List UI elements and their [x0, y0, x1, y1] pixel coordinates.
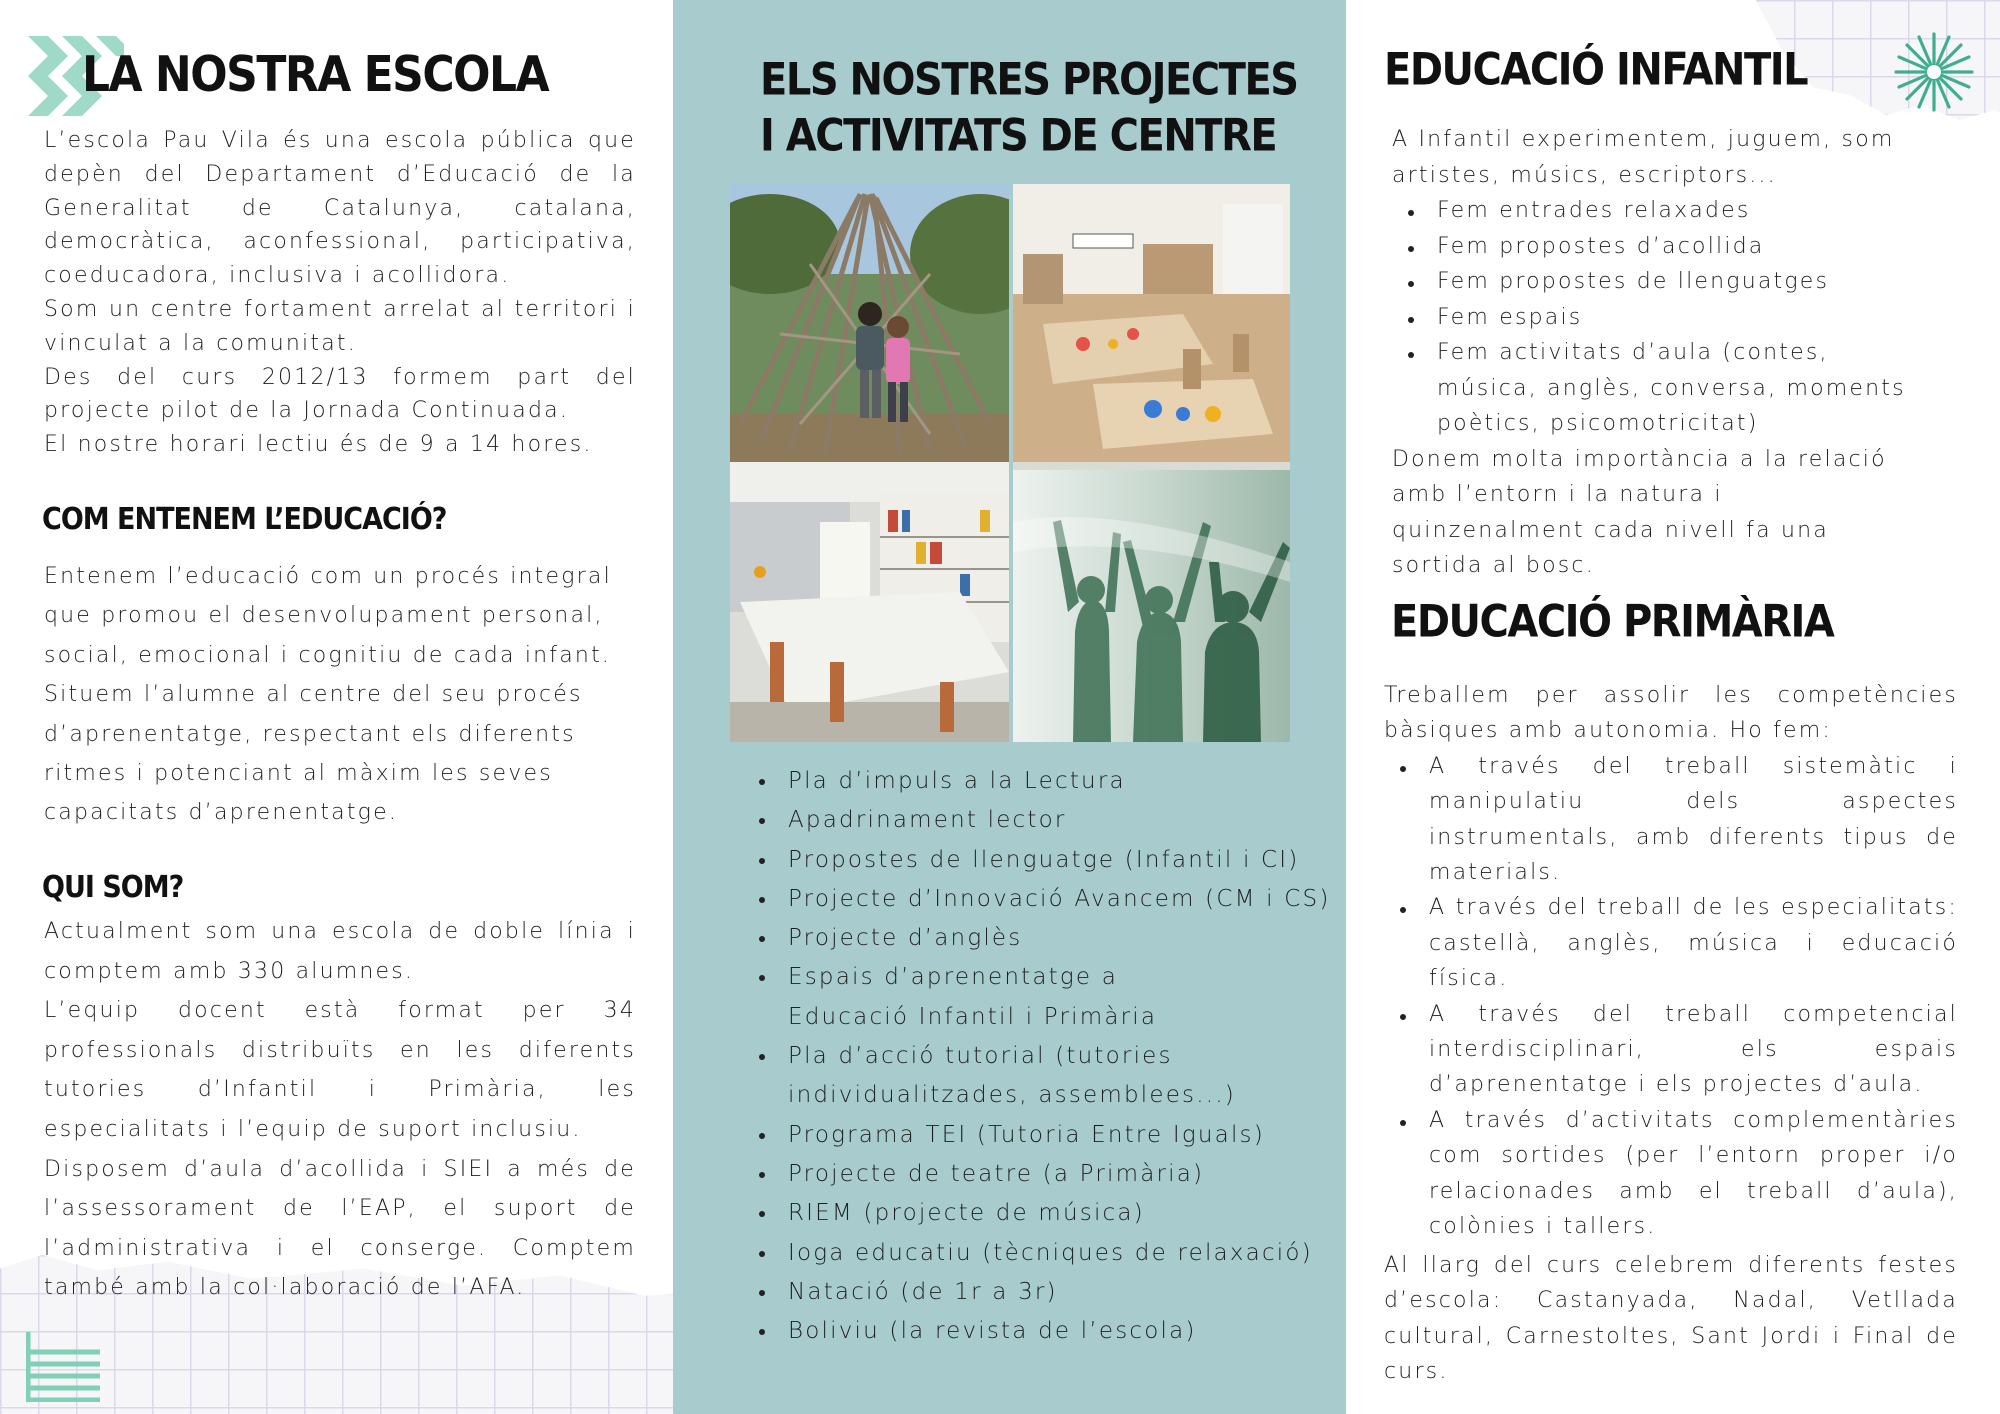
photo-shadow-theatre	[1013, 462, 1290, 742]
infantil-closing: Donem molta importància a la relació amb l’entorn i la natura i quinzenalment cada nivell fa una sortida al bosc.	[1392, 446, 1887, 578]
infantil-heading: EDUCACIÓ INFANTIL	[1384, 44, 1808, 96]
photo-infant-classroom	[1013, 184, 1290, 462]
list-item: Pla d’acció tutorial (tutories individualitzades, assemblees...)	[743, 1037, 1248, 1116]
page-title: LA NOSTRA ESCOLA	[82, 46, 549, 104]
list-item: Propostes de llenguatge (Infantil i CI)	[743, 841, 1343, 880]
festes-paragraph: Al llarg del curs celebrem diferents festes d’escola: Castanyada, Nadal, Vetllada cultural, Carnestoltes, Sant Jordi i Final de curs.	[1384, 1253, 1958, 1385]
panel-la-nostra-escola	[0, 0, 673, 1414]
photo-forest-hut	[730, 184, 1009, 462]
who-paragraph: L’equip docent està format per 34 professionals distribuïts en les diferents tutories d’Infantil i Primària, les especialitats i l’equip de suport inclusiu.	[44, 998, 636, 1142]
intro-paragraph: Des del curs 2012/13 formem part del projecte pilot de la Jornada Continuada.	[44, 364, 636, 424]
infantil-section	[1392, 122, 1912, 584]
panel-educacio	[1346, 0, 2000, 1414]
projects-list	[743, 762, 1343, 1351]
list-item: Natació (de 1r a 3r)	[743, 1273, 1343, 1312]
intro-text	[44, 124, 636, 462]
intro-paragraph: L’escola Pau Vila és una escola pública que depèn del Departament d’Educació de la Generalitat de Catalunya, catalana, democràtica, aconfessional, participativa, coeducadora, inclusiva i acollidora.	[44, 128, 636, 289]
photo-library	[730, 462, 1009, 742]
festes-text	[1384, 1248, 1958, 1390]
intro-paragraph: Som un centre fortament arrelat al territori i vinculat a la comunitat.	[44, 296, 636, 356]
list-item: Fem activitats d’aula (contes, música, anglès, conversa, moments poètics, psicomotricitat)	[1392, 335, 1912, 442]
list-item: Programa TEI (Tutoria Entre Iguals)	[743, 1116, 1343, 1155]
infantil-intro: A Infantil experimentem, juguem, som artistes, músics, escriptors...	[1392, 127, 1895, 188]
list-item: Apadrinament lector	[743, 801, 1343, 840]
list-item: Fem espais	[1392, 300, 1912, 336]
primaria-list	[1384, 749, 1958, 1245]
list-item: A través del treball sistemàtic i manipulatiu dels aspectes instrumentals, amb diferents tipus de materials.	[1384, 749, 1958, 891]
list-item: Boliviu (la revista de l’escola)	[743, 1312, 1343, 1351]
list-item: Ioga educatiu (tècniques de relaxació)	[743, 1234, 1343, 1273]
list-item: A través d’activitats complementàries com sortides (per l’entorn proper i/o relacionades amb el treball d’aula), colònies i tallers.	[1384, 1103, 1958, 1245]
list-item: Fem entrades relaxades	[1392, 193, 1912, 229]
education-text	[44, 557, 636, 833]
projects-title-line: I ACTIVITATS DE CENTRE	[760, 110, 1277, 162]
panel-projectes	[673, 0, 1346, 1414]
list-item: Espais d’aprenentatge a Educació Infantil i Primària	[743, 958, 1248, 1037]
list-item: Projecte d’Innovació Avancem (CM i CS)	[743, 880, 1343, 919]
list-item: Pla d’impuls a la Lectura	[743, 762, 1343, 801]
list-item: Fem propostes de llenguatges	[1392, 264, 1912, 300]
intro-paragraph: El nostre horari lectiu és de 9 a 14 hores.	[44, 432, 593, 458]
list-item: A través del treball competencial interdisciplinari, els espais d’aprenentatge i els projectes d’aula.	[1384, 997, 1958, 1103]
who-paragraph: Disposem d’aula d’acollida i SIEI a més de l’assessorament de l’EAP, el suport de l’administrativa i el conserge. Comptem també amb la col·laboració de l’AFA.	[44, 1156, 636, 1301]
who-text	[44, 912, 636, 1308]
primaria-heading: EDUCACIÓ PRIMÀRIA	[1391, 596, 1834, 648]
list-item: RIEM (projecte de música)	[743, 1194, 1343, 1233]
list-item: Fem propostes d’acollida	[1392, 229, 1912, 265]
primaria-intro: Treballem per assolir les competències bàsiques amb autonomia. Ho fem:	[1384, 683, 1958, 744]
starburst-icon	[1894, 32, 1974, 112]
who-heading: QUI SOM?	[42, 870, 184, 905]
stripes-icon	[26, 1330, 102, 1402]
primaria-section	[1384, 678, 1958, 1245]
projects-title	[760, 52, 1298, 164]
list-item: A través del treball de les especialitats: castellà, anglès, música i educació física.	[1384, 890, 1958, 996]
projects-title-line: ELS NOSTRES PROJECTES	[760, 54, 1298, 106]
education-paragraph: Entenem l’educació com un procés integral que promou el desenvolupament personal, social, emocional i cognitiu de cada infant. Situem l’alumne al centre del seu procés d’aprenentatge, respectant els diferents ritmes i potenciant al màxim les seves capacitats d’aprenentatge.	[44, 564, 612, 826]
list-item: Projecte d’anglès	[743, 919, 1343, 958]
who-paragraph: Actualment som una escola de doble línia i comptem amb 330 alumnes.	[44, 919, 636, 984]
list-item: Projecte de teatre (a Primària)	[743, 1155, 1343, 1194]
infantil-list	[1392, 193, 1912, 442]
education-heading: COM ENTENEM L’EDUCACIÓ?	[42, 502, 447, 537]
